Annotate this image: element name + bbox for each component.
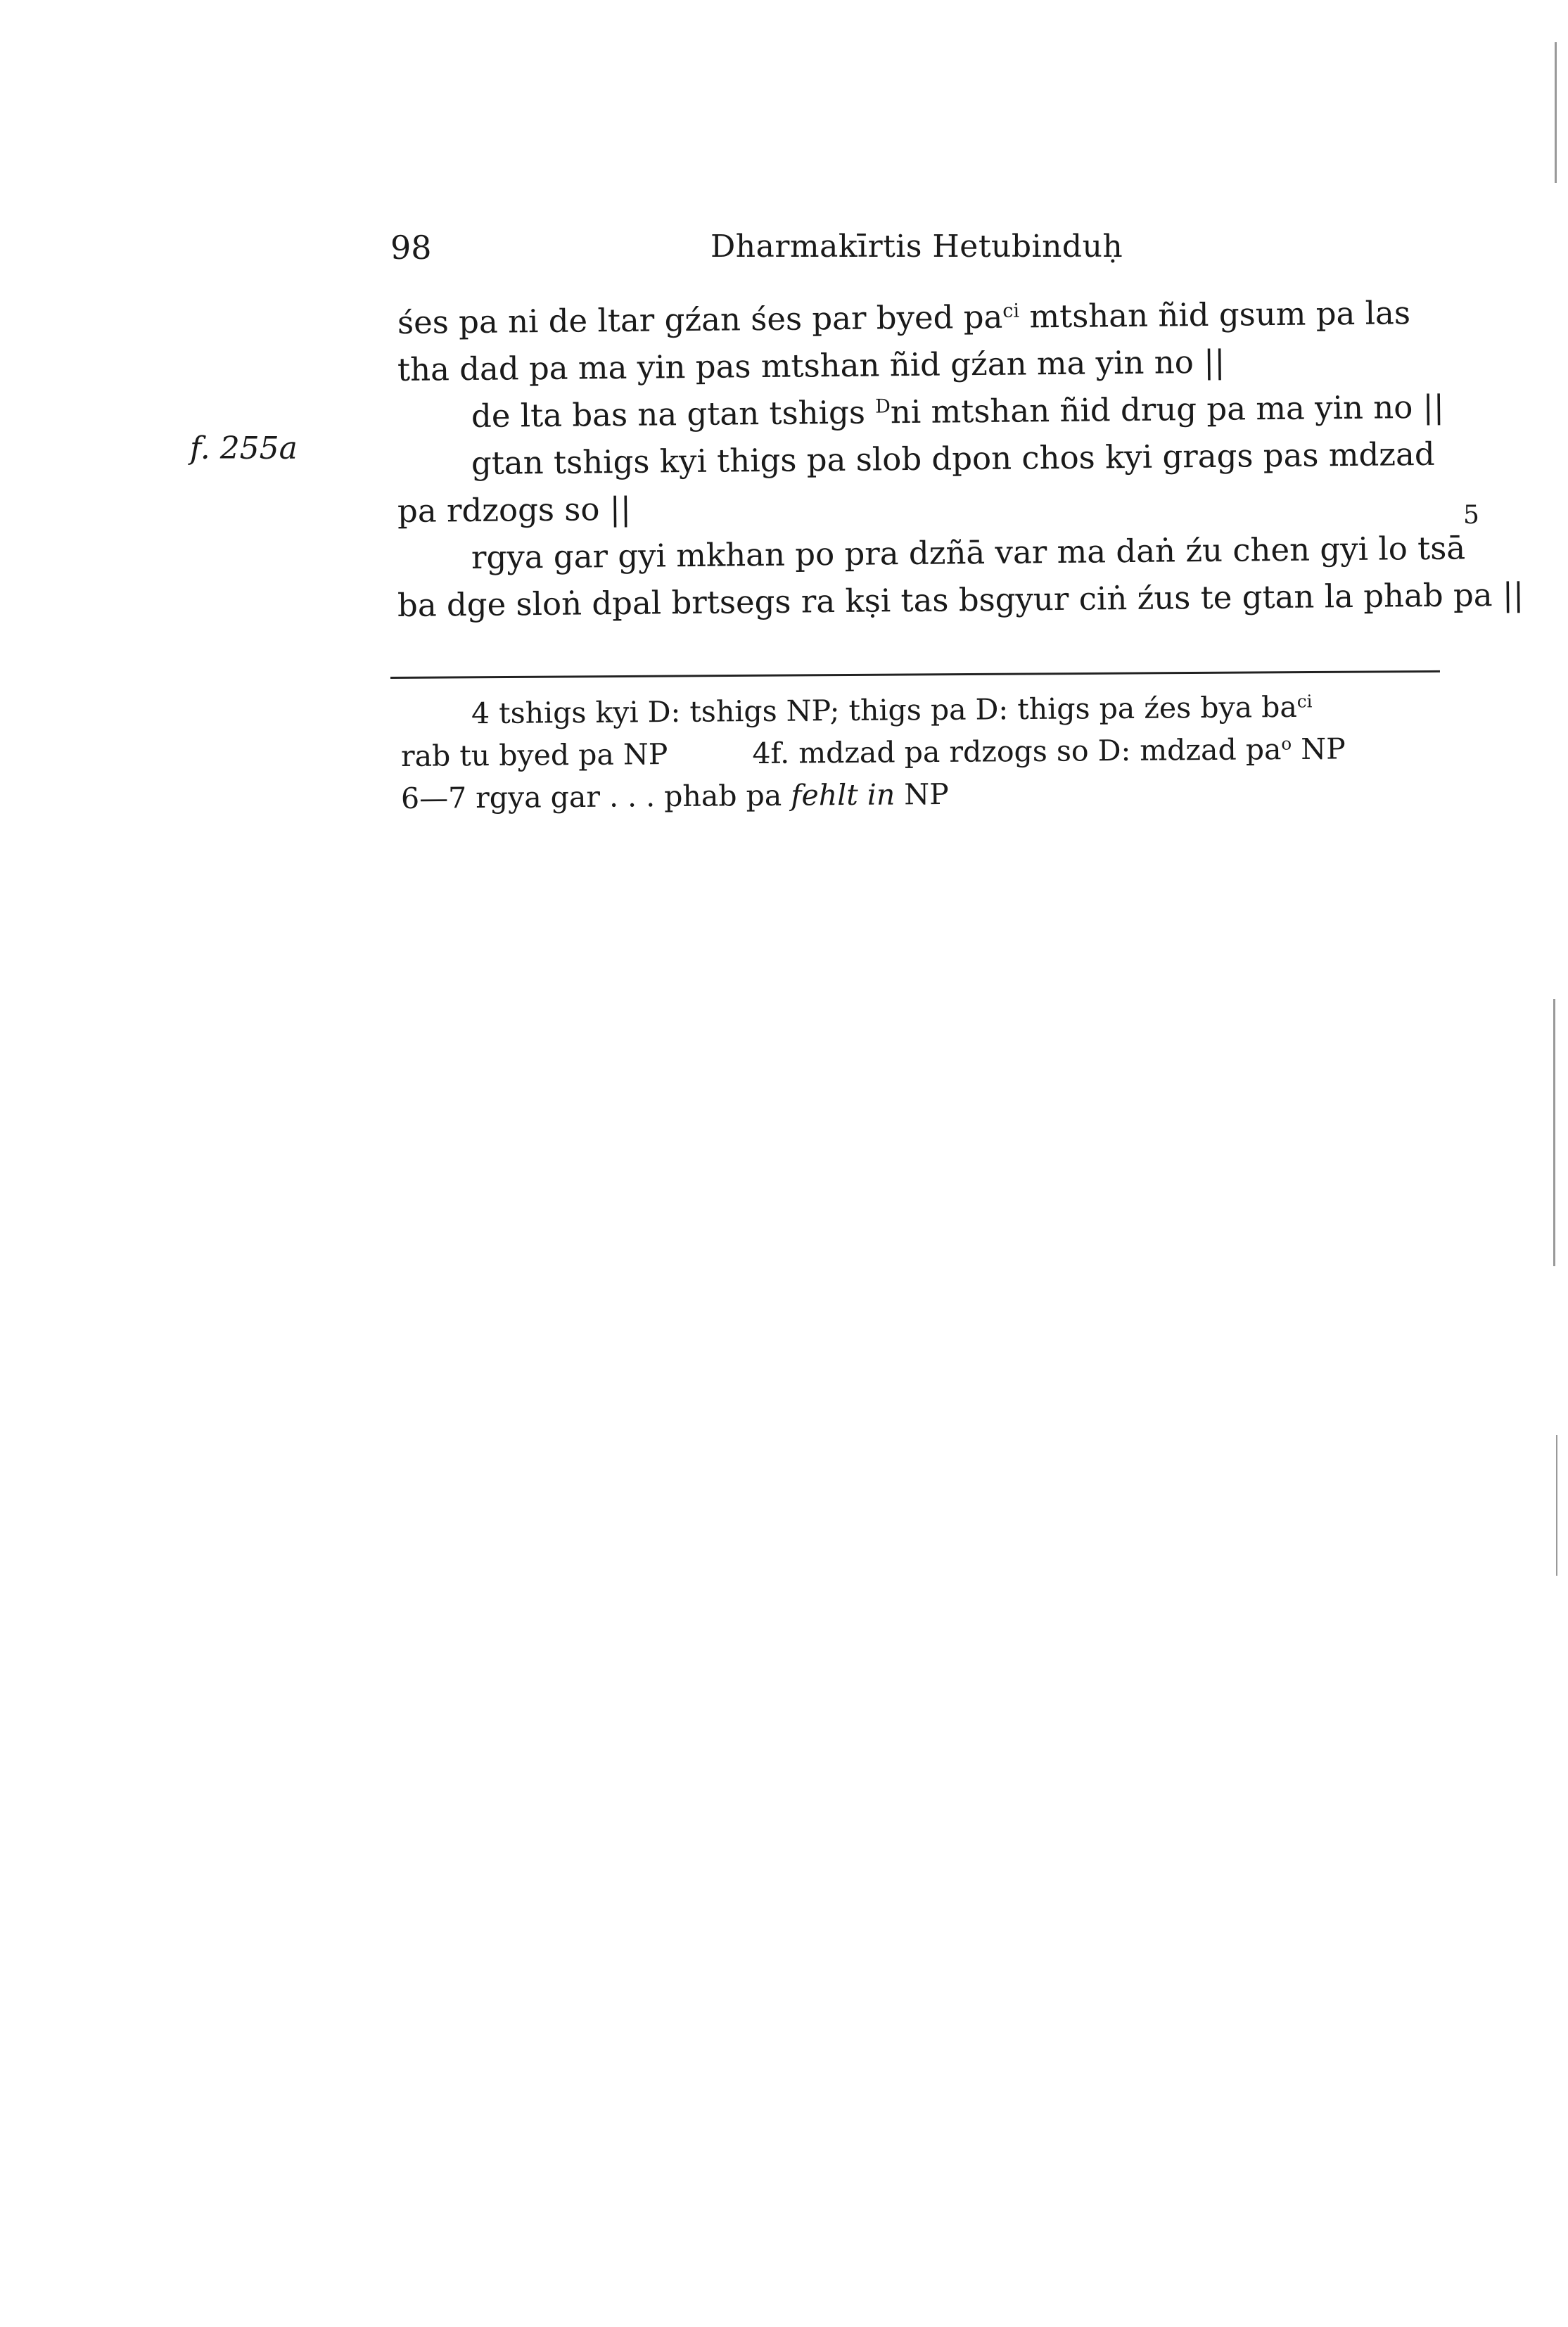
- footnotes-block: [400, 689, 1442, 820]
- main-text-block: [397, 294, 1524, 629]
- text-line-6: rgya gar gyi mkhan po pra dzñā var ma daṅ źu chen gyi lo tsā: [471, 529, 1466, 576]
- text-line-5: pa rdzogs so ||: [397, 490, 632, 530]
- folio-reference: f. 255a: [190, 431, 298, 466]
- text-line-3: de lta bas na gtan tshigs $^D$ni mtshan ñid drug pa ma yin no ||: [471, 388, 1445, 435]
- running-head: [390, 229, 1432, 278]
- page-number: 98: [390, 229, 432, 267]
- line-number-marker: 5: [1463, 501, 1479, 530]
- text-line-4: gtan tshigs kyi thigs pa slob dpon chos kyi grags pas mdzad: [471, 435, 1435, 482]
- footnote-line-3: 6—7 rgya gar . . . phab pa fehlt in NP: [400, 777, 949, 815]
- text-line-1: śes pa ni de ltar gźan śes par byed $pa^{ci}$ mtshan ñid gsum pa las: [397, 294, 1411, 341]
- footnote-line-2: rab tu byed pa NP 4f. mdzad pa rdzogs so D: mdzad $pa^o$ NP: [400, 732, 1346, 773]
- right-edge-scan-mark: [1556, 1435, 1557, 1576]
- right-edge-scan-mark: [1555, 42, 1557, 183]
- footnote-line-1: 4 tshigs kyi D: tshigs NP; thigs pa D: thigs pa źes bya $ba^{ci}$: [471, 689, 1313, 731]
- superscript-d: D: [875, 395, 891, 418]
- text-line-7: ba dge sloṅ dpal brtsegs ra kṣi tas bsgyur ciṅ źus te gtan la phab pa ||: [397, 575, 1524, 624]
- running-title: Dharmakīrtis Hetubinduḥ: [710, 229, 1123, 264]
- right-edge-scan-mark: [1553, 999, 1555, 1266]
- superscript-ci: ci: [1002, 300, 1020, 322]
- footnote-rule: [390, 670, 1440, 679]
- text-line-2: tha dad pa ma yin pas mtshan ñid gźan ma yin no ||: [397, 343, 1225, 388]
